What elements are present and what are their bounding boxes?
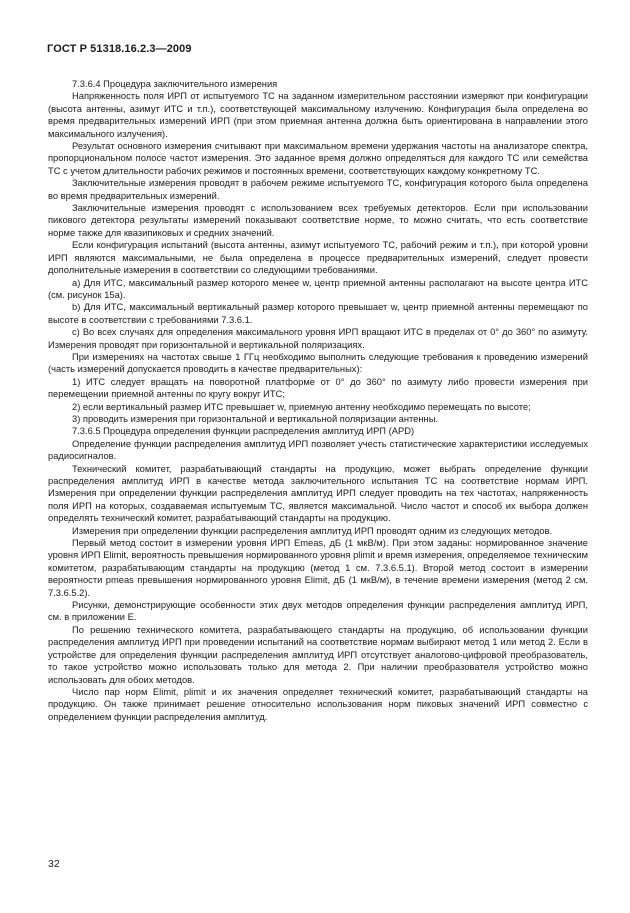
- paragraph: Заключительные измерения проводят с использованием всех требуемых детекторов. Если при использовании пикового детектора результаты измерений показывают соответствие норме, то можно считать, что есть соответствие норме также для квазипиковых и средних значений.: [48, 203, 588, 238]
- paragraph: Рисунки, демонстрирующие особенности этих двух методов определения функции распределения амплитуд ИРП, см. в приложении Е.: [48, 600, 588, 623]
- list-item: 1) ИТС следует вращать на поворотной платформе от 0° до 360° по азимуту либо провести измерения при перемещении приемной антенны по кругу вокруг ИТС;: [48, 376, 588, 400]
- list-item: 2) если вертикальный размер ИТС превышает w, приемную антенну необходимо перемещать по высоте;: [72, 401, 531, 412]
- list-item: b) Для ИТС, максимальный вертикальный размер которого превышает w, центр приемной антенны перемещают по высоте в соответствии с требованиями 7.3.6.1.: [48, 302, 588, 325]
- paragraph: При измерениях на частотах свыше 1 ГГц необходимо выполнить следующие требования к проведению измерений (часть измерений допускается проводить в качестве предварительных):: [48, 351, 588, 375]
- page-header: ГОСТ Р 51318.16.2.3—2009: [47, 43, 192, 55]
- list-item: а) Для ИТС, максимальный размер которого менее w, центр приемной антенны располагают на высоте центра ИТС (см. рисунок 15а).: [48, 277, 588, 300]
- paragraph: Заключительные измерения проводят в рабочем режиме испытуемого ТС, конфигурация которого была определена во время предварительных измерений.: [48, 178, 588, 201]
- paragraph: Число пар норм Elimit, plimit и их значения определяет технический комитет, разрабатывающий стандарты на продукцию. Он также принимает решение относительно использования норм пиковых значений ИРП совместно с определением функции распределения амплитуд.: [48, 686, 588, 722]
- paragraph: Технический комитет, разрабатывающий стандарты на продукцию, может выбрать определение функции распределения амплитуд ИРП в качестве метода заключительного испытания ТС на соответствие нормам ИРП. Измерения при определении функции распределения амплитуд ИРП следует проводить на тех частотах, напряженность поля ИРП на которых, создаваемая испытуемым ТС, является максимальной. Число частот и способ их выбора должен определять технический комитет, разрабатывающий стандарты на продукцию.: [48, 463, 588, 524]
- section-heading-7-3-6-5: 7.3.6.5 Процедура определения функции распределения амплитуд ИРП (APD): [72, 426, 415, 437]
- list-item: 3) проводить измерения при горизонтальной и вертикальной поляризации антенны.: [72, 413, 439, 424]
- paragraph: По решению технического комитета, разрабатывающего стандарты на продукцию, об использовании функции распределения амплитуд ИРП при проведении испытаний на соответствие нормам выбирают метод 1 или метод 2. Если в устройстве для определения функции распределения амплитуд ИРП отсутствует аналогово-цифровой преобразователь, то такое устройство можно использовать только для метода 2. При наличии преобразователя устройство можно использовать для обоих методов.: [48, 624, 588, 685]
- paragraph: Определение функции распределения амплитуд ИРП позволяет учесть статистические характеристики исследуемых радиосигналов.: [48, 438, 588, 462]
- paragraph: Напряженность поля ИРП от испытуемого ТС на заданном измерительном расстоянии измеряют при конфигурации (высота антенны, азимут ИТС и т.п.), соответствующей максимальному излучению. Конфигурация была определена во время предварительных измерений ИРП (при этом приемная антенна должна быть ориентирована в направлении этого максимального излучения).: [48, 91, 588, 139]
- page-content: [48, 78, 588, 723]
- paragraph: Измерения при определении функции распределения амплитуд ИРП проводят одним из следующих методов.: [72, 525, 553, 536]
- list-item: с) Во всех случаях для определения максимального уровня ИРП вращают ИТС в пределах от 0° до 360° по азимуту. Измерения проводят при горизонтальной и вертикальной поляризациях.: [48, 327, 588, 350]
- paragraph: Первый метод состоит в измерении уровня ИРП Emeas, дБ (1 мкВ/м). При этом заданы: нормированное значение уровня ИРП Elimit, вероятность превышения нормированного уровня plimit и время измерения, определяемое техническим комитетом, разрабатывающим стандарты на продукцию (метод 1 см. 7.3.6.5.1). Второй метод состоит в измерении вероятности pmeas превышения нормированного уровня Elimit, дБ (1 мкВ/м), в течение времени измерения (метод 2 см. 7.3.6.5.2).: [48, 538, 588, 598]
- section-heading-7-3-6-4: 7.3.6.4 Процедура заключительного измерения: [72, 79, 278, 89]
- paragraph: Результат основного измерения считывают при максимальном времени удержания частоты на анализаторе спектра, пропорциональном полосе частот измерения. Это заданное время должно определяться для каждого ТС или семейства ТС с учетом длительности рабочих режимов и постоянных времени, соответствующих каждому конкретному ТС.: [48, 141, 588, 176]
- page-number: 32: [48, 858, 60, 870]
- paragraph: Если конфигурация испытаний (высота антенны, азимут испытуемого ТС, рабочий режим и т.п.), при которой уровни ИРП являются максимальными, не была определена в процессе предварительных измерений, следует провести дополнительные измерения в соответствии со следующими требованиями.: [48, 240, 588, 276]
